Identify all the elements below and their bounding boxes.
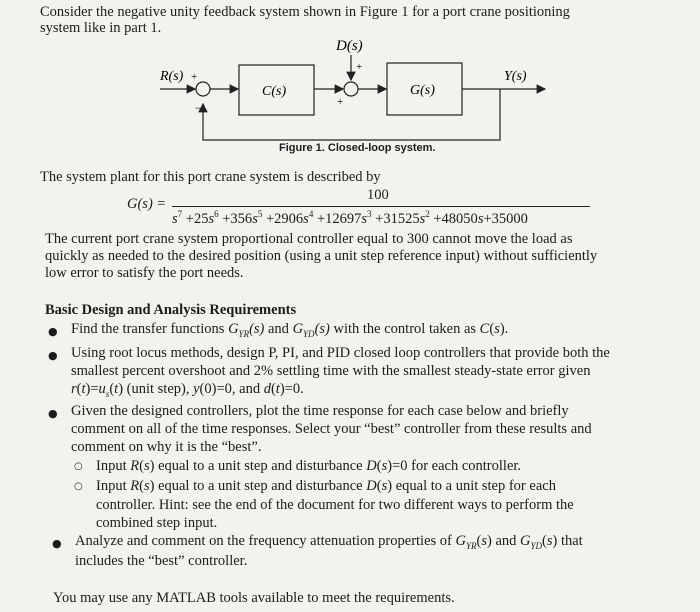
- bullet-4-marker: ●: [52, 537, 62, 550]
- output-label: Y(s): [504, 69, 527, 84]
- sub-bullet-1-text: Input R(s) equal to a unit step and disturbance D(s)=0 for each controller.: [96, 458, 522, 474]
- bullet-4-line-2: includes the “best” controller.: [75, 553, 248, 569]
- bullet-2-line-3: $r(t)=u_s(t)$ (unit step), y(0)=0, and d(t)=0.: [71, 381, 304, 399]
- bullet-3-line-1: Given the designed controllers, plot the time response for each case below and briefly: [71, 403, 569, 419]
- sum2-top-sign: +: [356, 61, 363, 73]
- sum2-bottom-sign: +: [337, 96, 344, 108]
- fraction-bar: [172, 206, 590, 207]
- intro-line-1: Consider the negative unity feedback system shown in Figure 1 for a port crane positioning: [40, 4, 570, 20]
- plant-equation-denominator: $s^7 +25s^6 +356s^5 +2906s^4 +12697s^3 +31525s^2 +48050s+35000$: [172, 209, 528, 227]
- summing-junction-2: [344, 82, 358, 96]
- footer-text: You may use any MATLAB tools available to meet the requirements.: [53, 590, 455, 606]
- plant-equation-numerator: 100: [367, 187, 389, 203]
- bullet-3-line-3: comment on why it is the “best”.: [71, 439, 262, 455]
- controller-label: C(s): [262, 84, 287, 99]
- sum1-plus-sign: +: [191, 71, 198, 83]
- plant-label: G(s): [410, 83, 435, 98]
- plant-description: The system plant for this port crane system is described by: [40, 169, 381, 185]
- bullet-2-marker: ●: [48, 349, 58, 362]
- summing-junction-1: [196, 82, 210, 96]
- bullet-3-line-2: comment on all of the time responses. Select your “best” controller from these results and: [71, 421, 592, 437]
- sub-bullet-2-marker: ○: [74, 481, 83, 492]
- sub-bullet-2-line-2: controller. Hint: see the end of the document for two different ways to perform the: [96, 497, 574, 513]
- bullet-4-line-1: Analyze and comment on the frequency attenuation properties of $G_{YR}(s)$ and $G_{YD}(s)$ that: [75, 533, 583, 551]
- figure-caption: Figure 1. Closed-loop system.: [279, 142, 436, 154]
- controller-text-line-1: The current port crane system proportional controller equal to 300 cannot move the load as: [45, 231, 573, 247]
- intro-line-2: system like in part 1.: [40, 20, 162, 36]
- controller-text-line-2: quickly as needed to the desired position (using a unit step reference input) without sufficiently: [45, 248, 598, 264]
- disturbance-label: D(s): [336, 38, 363, 54]
- bullet-3-marker: ●: [48, 407, 58, 420]
- sub-bullet-2-line-1: Input R(s) equal to a unit step and disturbance D(s) equal to a unit step for each: [96, 478, 556, 494]
- requirements-heading: Basic Design and Analysis Requirements: [45, 302, 297, 318]
- controller-text-line-3: low error to satisfy the port needs.: [45, 265, 244, 281]
- plant-equation-lhs: G(s) =: [127, 196, 167, 212]
- block-diagram: [0, 0, 700, 160]
- sub-bullet-2-line-3: combined step input.: [96, 515, 218, 531]
- bullet-1-marker: ●: [48, 325, 58, 338]
- bullet-1-text: Find the transfer functions $G_{YR}(s)$ and $G_{YD}(s)$ with the control taken as C(s).: [71, 321, 509, 339]
- bullet-2-line-2: smallest percent overshoot and 2% settling time with the smallest steady-state error given: [71, 363, 591, 379]
- bullet-2-line-1: Using root locus methods, design P, PI, and PID closed loop controllers that provide both the: [71, 345, 610, 361]
- input-label: R(s): [160, 69, 184, 84]
- sum1-minus-sign: −: [195, 101, 202, 115]
- sub-bullet-1-marker: ○: [74, 461, 83, 472]
